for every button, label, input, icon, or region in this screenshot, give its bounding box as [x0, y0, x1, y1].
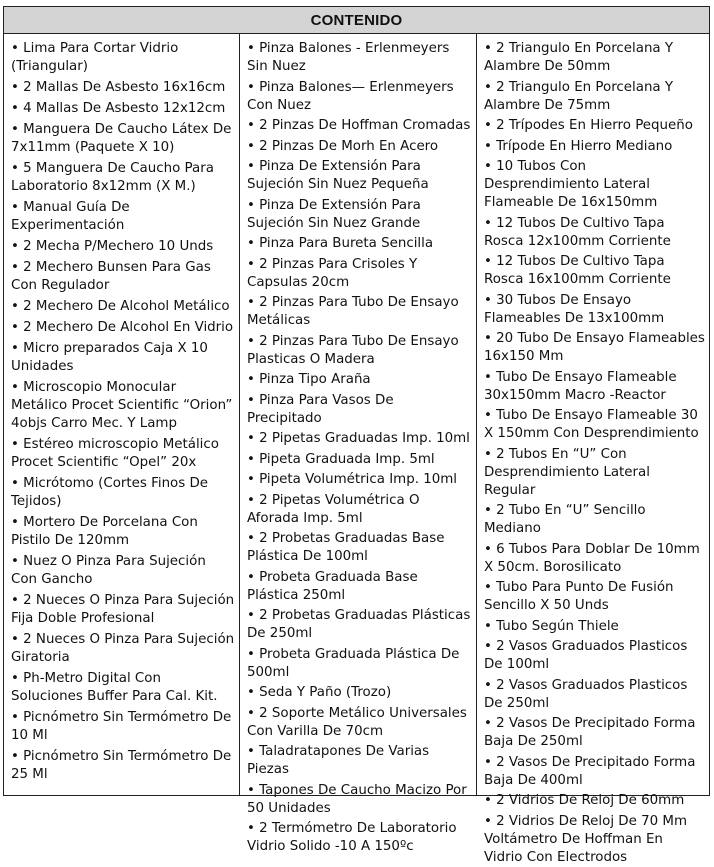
list-item: • 2 Mallas De Asbesto 16x16cm: [11, 80, 226, 95]
list-item: • 6 Tubos Para Doblar De 10mm X 50cm. Borosilicato: [484, 541, 700, 575]
list-item: • Picnómetro Sin Termómetro De 10 Ml: [11, 710, 232, 743]
list-item: • 2 Pipetas Graduadas Imp. 10ml: [247, 431, 470, 446]
list-item: • 30 Tubos De Ensayo Flameables De 13x100mm: [484, 292, 665, 326]
list-item: • Probeta Graduada Plástica De 500ml: [247, 646, 460, 680]
list-item: • 2 Mecha P/Mechero 10 Unds: [11, 239, 214, 254]
list-item: • Tubo Para Punto De Fusión Sencillo X 50 Unds: [484, 580, 674, 613]
list-item: • 2 Pinzas Para Tubo De Ensayo Metálicas: [247, 295, 459, 328]
list-item: • Micro preparados Caja X 10 Unidades: [11, 341, 208, 374]
list-item: • Tapones De Caucho Macizo Por 50 Unidades: [247, 782, 467, 816]
list-item: • 20 Tubo De Ensayo Flameables 16x150 Mm: [484, 331, 705, 364]
list-item: • 2 Termómetro De Laboratorio Vidrio Solido -10 A 150ºc: [247, 821, 457, 854]
list-item: • Picnómetro Sin Termómetro De 25 Ml: [11, 749, 232, 782]
list-item: • 2 Tubo En “U” Sencillo Mediano: [484, 503, 646, 536]
list-item: • Pinza Balones— Erlenmeyers Con Nuez: [247, 79, 454, 113]
list-item: • Tubo De Ensayo Flameable 30x150mm Macro -Reactor: [484, 369, 677, 403]
list-item: • 2 Mechero De Alcohol En Vidrio: [11, 320, 234, 335]
list-item: • Manual Guía De Experimentación: [11, 200, 130, 233]
list-item: • 2 Vidrios De Reloj De 60mm: [484, 793, 685, 808]
table-header: [4, 7, 709, 34]
list-item: • Tubo De Ensayo Flameable 30 X 150mm Con Desprendimiento: [484, 408, 699, 441]
list-item: • Seda Y Paño (Trozo): [247, 685, 392, 700]
list-item: • 12 Tubos De Cultivo Tapa Rosca 16x100mm Corriente: [484, 254, 671, 287]
list-item: • 2 Pipetas Volumétrica O Aforada Imp. 5ml: [247, 492, 420, 526]
list-item: • Pinza Tipo Araña: [247, 372, 371, 387]
list-item: • Micrótomo (Cortes Finos De Tejidos): [11, 476, 209, 509]
list-item: • 2 Vasos De Precipitado Forma Baja De 250ml: [484, 716, 696, 749]
list-item: • 5 Manguera De Caucho Para Laboratorio 8x12mm (X M.): [11, 161, 214, 194]
contents-table: [3, 6, 710, 865]
list-item: • 2 Trípodes En Hierro Pequeño: [484, 118, 693, 133]
column-2: [240, 33, 477, 854]
list-item: • 2 Soporte Metálico Universales Con Varilla De 70cm: [247, 705, 467, 739]
list-item: • 2 Nueces O Pinza Para Sujeción Giratoria: [11, 632, 235, 665]
list-item: • Pinza Para Bureta Sencilla: [247, 236, 434, 251]
list-item: • Mortero De Porcelana Con Pistilo De 120mm: [11, 515, 198, 548]
list-item: • Taladratapones De Varias Piezas: [247, 744, 430, 777]
list-item: • Nuez O Pinza Para Sujeción Con Gancho: [11, 554, 206, 587]
list-item: • 2 Vidrios De Reloj De 70 Mm Voltámetro De Hoffman En Vidrio Con Electrodos: [484, 813, 688, 865]
list-item: • 2 Vasos De Precipitado Forma Baja De 400ml: [484, 754, 696, 788]
list-item: • 4 Mallas De Asbesto 12x12cm: [11, 101, 226, 116]
list-item: • 2 Vasos Graduados Plasticos De 100ml: [484, 639, 688, 672]
list-item: • Tubo Según Thiele: [484, 618, 619, 634]
list-item: • Pipeta Graduada Imp. 5ml: [247, 451, 435, 467]
list-item: • Ph-Metro Digital Con Soluciones Buffer Para Cal. Kit.: [11, 671, 218, 704]
column-3: [477, 33, 709, 865]
list-item: • Microscopio Monocular Metálico Procet Scientific “Orion” 4objs Carro Mec. Y Lamp: [11, 380, 233, 431]
list-item: • 2 Vasos Graduados Plasticos De 250ml: [484, 677, 688, 711]
list-item: • 2 Pinzas De Morh En Acero: [247, 138, 439, 154]
list-item: • 2 Pinzas Para Crisoles Y Capsulas 20cm: [247, 256, 418, 290]
list-item: • 2 Triangulo En Porcelana Y Alambre De 50mm: [484, 41, 674, 74]
list-item: • 12 Tubos De Cultivo Tapa Rosca 12x100mm Corriente: [484, 215, 671, 249]
list-item: • 2 Nueces O Pinza Para Sujeción Fija Doble Profesional: [11, 593, 235, 626]
column-1: [4, 33, 240, 795]
list-item: • Manguera De Caucho Látex De 7x11mm (Paquete X 10): [11, 122, 232, 155]
list-item: • Estéreo microscopio Metálico Procet Scientific “Opel” 20x: [11, 437, 219, 470]
list-item: • Pinza Para Vasos De Precipitado: [247, 392, 394, 426]
list-item: • 2 Tubos En “U” Con Desprendimiento Lateral Regular: [484, 446, 650, 498]
table-body: [4, 33, 709, 865]
list-item: • 10 Tubos Con Desprendimiento Lateral Flameable De 16x150mm: [484, 159, 658, 210]
list-item: • Lima Para Cortar Vidrio (Triangular): [11, 41, 179, 74]
list-item: • 2 Mechero De Alcohol Metálico: [11, 299, 230, 314]
list-item: • Probeta Graduada Base Plástica 250ml: [247, 569, 418, 603]
list-item: • 2 Mechero Bunsen Para Gas Con Regulador: [11, 260, 211, 293]
list-item: • Pinza De Extensión Para Sujeción Sin Nuez Pequeña: [247, 159, 429, 192]
list-item: • 2 Probetas Graduadas Base Plástica De 100ml: [247, 531, 445, 564]
list-item: • Pipeta Volumétrica Imp. 10ml: [247, 472, 458, 487]
list-item: • 2 Triangulo En Porcelana Y Alambre De 75mm: [484, 79, 674, 113]
list-item: • 2 Pinzas De Hoffman Cromadas: [247, 118, 471, 133]
list-item: • 2 Probetas Graduadas Plásticas De 250ml: [247, 608, 471, 641]
list-item: • 2 Pinzas Para Tubo De Ensayo Plasticas O Madera: [247, 333, 459, 367]
list-item: • Pinza De Extensión Para Sujeción Sin Nuez Grande: [247, 197, 421, 231]
list-item: • Pinza Balones - Erlenmeyers Sin Nuez: [247, 41, 450, 74]
header-title: CONTENIDO: [310, 11, 403, 29]
list-item: • Trípode En Hierro Mediano: [484, 138, 673, 154]
